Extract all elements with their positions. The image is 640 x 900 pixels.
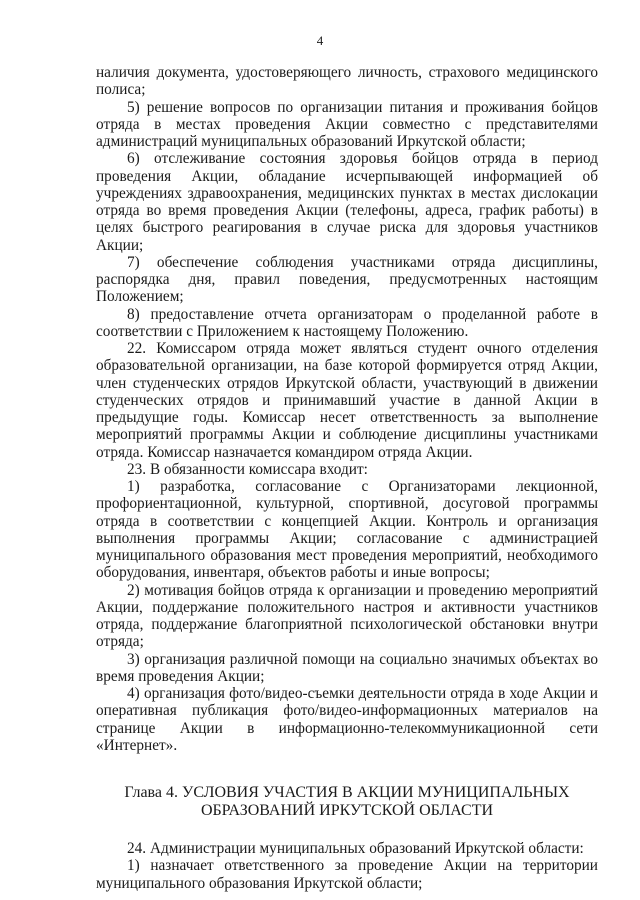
page-number: 4: [316, 33, 324, 48]
paragraph-duty-2-motivation: 2) мотивация бойцов отряда к организации и проведению мероприятий Акции, поддержание положительного настроя и активности участников отряда, поддержание благоприятной психологической обстановки внутри отряда;: [96, 581, 598, 651]
paragraph-passport-continuation: наличия документа, удостоверяющего личность, страхового медицинского полиса;: [96, 64, 598, 99]
document-body: [96, 64, 598, 892]
paragraph-item-8-report: 8) предоставление отчета организаторам о проделанной работе в соответствии с Приложением к настоящему Положению.: [96, 305, 598, 340]
chapter-heading-line-1: Глава 4. УСЛОВИЯ УЧАСТИЯ В АКЦИИ МУНИЦИПАЛЬНЫХ: [124, 784, 570, 801]
paragraph-duty-4-media: 4) организация фото/видео-съемки деятельности отряда в ходе Акции и оперативная публикация фото/видео-информационных материалов на странице Акции в информационно-телекоммуникационной сети «Интернет».: [96, 685, 598, 754]
paragraph-24-administrations: 24. Администрации муниципальных образований Иркутской области:: [127, 840, 584, 857]
paragraph-duty-3-assistance: 3) организация различной помощи на социально значимых объектах во время проведения Акции;: [96, 650, 598, 685]
paragraph-duty-1-program: 1) разработка, согласование с Организаторами лекционной, профориентационной, культурной, спортивной, досуговой программы отряда в соответствии с концепцией Акции. Контроль и организация выполнения программы Акции; согласование с администрацией муниципального образования мест проведения мероприятий, необходимого оборудования, инвентаря, объектов работы и иные вопросы;: [96, 478, 598, 582]
paragraph-item-5-food-lodging: 5) решение вопросов по организации питания и проживания бойцов отряда в местах проведения Акции совместно с представителями администраций муниципальных образований Иркутской области;: [96, 98, 598, 150]
paragraph-item-7-discipline: 7) обеспечение соблюдения участниками отряда дисциплины, распорядка дня, правил поведения, предусмотренных настоящим Положением;: [96, 253, 598, 306]
chapter-heading: [96, 784, 598, 820]
paragraph-item-6-health-monitoring: 6) отслеживание состояния здоровья бойцов отряда в период проведения Акции, обладание исчерпывающей информацией об учреждениях здравоохранения, медицинских пунктах в местах дислокации отряда во время проведения Акции (телефоны, адреса, график работы) в целях быстрого реагирования в случае риска для здоровья участников Акции;: [96, 150, 598, 254]
chapter-heading-line-2: ОБРАЗОВАНИЙ ИРКУТСКОЙ ОБЛАСТИ: [200, 802, 494, 819]
paragraph-23-duties: 23. В обязанности комиссара входит:: [127, 460, 368, 478]
paragraph-22-commissar: 22. Комиссаром отряда может являться студент очного отделения образовательной организации, на базе которой формируется отряд Акции, член студенческих отрядов Иркутской области, участвующий в движении студенческих отрядов и принимавший участие в данной Акции в предыдущие годы. Комиссар несет ответственность за выполнение мероприятий программы Акции и соблюдение дисциплины участниками отряда. Комиссар назначается командиром отряда Акции.: [96, 340, 598, 461]
paragraph-admin-item-1: 1) назначает ответственного за проведение Акции на территории муниципального образования Иркутской области;: [96, 857, 598, 892]
